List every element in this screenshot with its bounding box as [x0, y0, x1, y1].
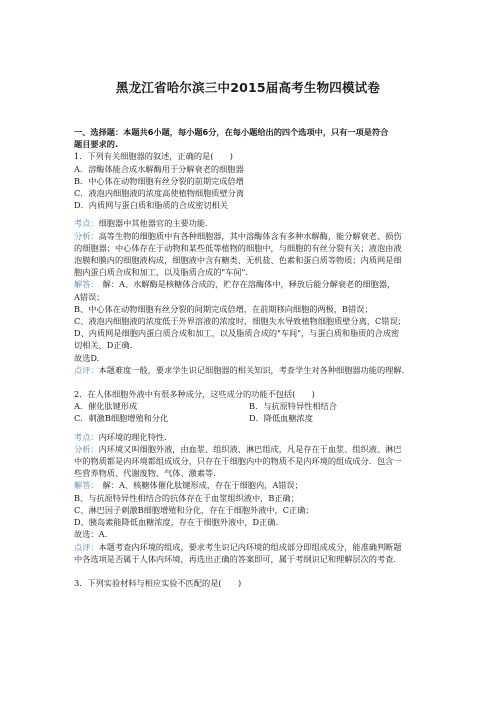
q1-dianping	[74, 364, 430, 376]
q2-fenxi-line: 中的物质都是内环境都组成成分，只存在于细胞内中的物质不是内环境的组成成分．包含一	[74, 456, 402, 467]
fenxi-label: 分析：	[74, 230, 99, 241]
jieda-text: 解：A、水解酶是核糖体合成的，贮存在溶酶体中，释放后能分解衰老的细胞器，	[94, 279, 396, 290]
dianping-text: 本题难度一般，要求学生识记细胞器的相关知识，考查学生对各种细胞器功能的理解.	[98, 364, 405, 375]
q2-fenxi-line: 些营养物质、代谢废物、气体、激素等.	[74, 468, 216, 479]
q1-fenxi-line: 的细胞器；中心体存在于动物和某些低等植物的细胞中，与细胞的有丝分裂有关；液泡由液	[74, 242, 402, 253]
q2-jieda-line: B、与抗原特异性相结合的抗体存在于血浆组织液中，B正确；	[74, 492, 299, 503]
q2-stem: 2．在人体细胞外液中有很多种成分，这些成分的功能不包括( )	[74, 389, 315, 400]
kaodian-text: 内环境的理化特性.	[98, 431, 167, 442]
q1-jieda-line: 切相关，D正确.	[74, 340, 133, 351]
jieda-label: 解答：	[74, 279, 95, 290]
q2-answer: 故选：A.	[74, 529, 108, 540]
q1-fenxi-line: 泡膜和膜内的细胞液构成，细胞液中含有糖类、无机盐、色素和蛋白质等物质；内质网是细	[74, 255, 402, 266]
q2-dianping-line: 中各选项是否属于人体内环境，再选出正确的答案即可，属于考纲识记和理解层次的考查.	[74, 553, 396, 564]
q2-options-row-2	[74, 412, 430, 424]
q2-jieda-line: C、淋巴因子刺激B细胞增殖和分化，存在于细胞外液中，C正确；	[74, 504, 314, 515]
q1-fenxi-line: 胞内蛋白质合成和加工，以及脂质合成的"车间".	[74, 267, 248, 278]
q1-jieda-line: B、中心体在动物细胞有丝分裂的间期完成倍增，在前期移向细胞的两极，B错误；	[74, 303, 373, 314]
q1-kaodian	[74, 217, 430, 229]
dianping-text: 本题考查内环境的组成，要求考生识记内环境的组成部分即组成成分，能准确判断题	[98, 541, 402, 552]
kaodian-label: 考点：	[74, 431, 99, 442]
q2-option-d: D．降低血糖浓度	[249, 413, 313, 424]
q1-option-d: D．内质网与蛋白质和脂质的合成密切相关	[74, 200, 228, 211]
q1-option-b: B．中心体在动物细胞有丝分裂的前期完成倍增	[74, 175, 244, 186]
q2-jieda-line: D、胰岛素能降低血糖浓度，存在于细胞外液中，D正确.	[74, 517, 279, 528]
q2-option-b: B．与抗原特异性相结合	[249, 401, 337, 412]
page-title: 黑龙江省哈尔滨三中2015届高考生物四模试卷	[115, 80, 381, 95]
q1-jieda-line: A错误；	[74, 291, 105, 302]
jieda-text: 解：A、核糖体催化肽键形成，存在于细胞内，A错误；	[94, 480, 303, 491]
q2-kaodian	[74, 431, 430, 443]
section-heading-cont: 题目要求的.	[74, 139, 119, 150]
q2-jieda	[74, 479, 430, 491]
dianping-label: 点评：	[74, 541, 99, 552]
dianping-label: 点评：	[74, 364, 99, 375]
section-heading: 一、选择题：本题共6小题，每小题6分，在每小题给出的四个选项中，只有一项是符合	[74, 127, 389, 137]
q3-stem: 3．下列实验材料与相应实验不匹配的是( )	[74, 577, 242, 588]
q1-answer: 故选D.	[74, 352, 100, 363]
fenxi-label: 分析：	[74, 443, 99, 454]
q2-options-row-1	[74, 400, 430, 412]
q1-jieda-line: C、液泡内细胞液的浓度低于外界溶液的浓度时，细胞失水导致植物细胞质壁分离，C错误；	[74, 316, 406, 327]
kaodian-label: 考点：	[74, 218, 99, 229]
q1-option-a: A．溶酶体能合成水解酶用于分解衰老的细胞器	[74, 163, 244, 174]
q1-jieda-line: D、内质网是细胞内蛋白质合成和加工，以及脂质合成的"车间"，与蛋白质和脂质的合成密	[74, 328, 400, 339]
q2-option-a: A．催化肽键形成	[74, 401, 138, 412]
q1-fenxi	[74, 230, 430, 242]
fenxi-text: 内环境又叫细胞外液，由血浆、组织液、淋巴组成，凡是存在于血浆、组织液、淋巴	[98, 443, 402, 454]
jieda-label: 解答：	[74, 480, 95, 491]
q2-dianping	[74, 541, 430, 553]
q1-jieda	[74, 278, 430, 290]
q1-option-c: C．液泡内细胞液的浓度高使植物细胞质壁分离	[74, 188, 245, 199]
q2-fenxi	[74, 443, 430, 455]
kaodian-text: 细胞器中其他器官的主要功能.	[98, 218, 208, 229]
document-body	[74, 126, 430, 589]
q1-stem: 1．下列有关细胞器的叙述，正确的是( )	[74, 151, 233, 162]
fenxi-text: 高等生物的细胞质中有各种细胞器，其中溶酶体含有多种水解酶，能分解衰老、损伤	[98, 230, 402, 241]
q2-option-c: C．刺激B细胞增殖和分化	[74, 413, 169, 424]
